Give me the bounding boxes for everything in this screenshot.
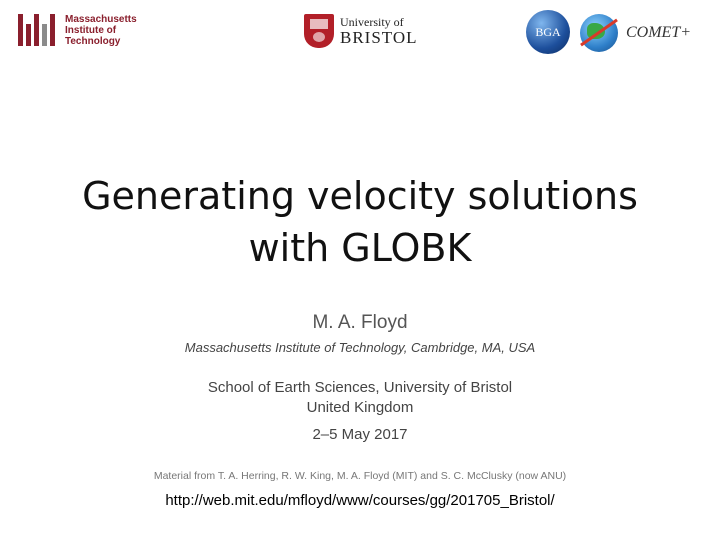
mit-mark-icon	[18, 14, 55, 46]
mit-wordmark-line: Institute of	[65, 25, 117, 36]
venue	[0, 378, 720, 418]
bristol-crest-icon	[304, 14, 334, 48]
bga-logo	[526, 10, 570, 54]
mit-logo	[18, 14, 137, 47]
slide-title	[0, 170, 720, 274]
course-url: http://web.mit.edu/mfloyd/www/courses/gg/201705_Bristol/	[165, 492, 555, 509]
slide-title-line1: Generating velocity solutions	[82, 174, 638, 218]
bristol-logo	[304, 14, 418, 48]
slide-title-line2: with GLOBK	[248, 226, 472, 270]
bristol-wordmark-line1: University of	[340, 15, 404, 29]
mit-wordmark	[65, 14, 137, 47]
author-affiliation: Massachusetts Institute of Technology, Cambridge, MA, USA	[184, 340, 536, 355]
mit-wordmark-line: Technology	[65, 36, 121, 47]
venue-line1: School of Earth Sciences, University of Bristol	[207, 379, 513, 396]
event-dates: 2–5 May 2017	[312, 426, 408, 443]
mit-wordmark-line: Massachusetts	[65, 14, 137, 25]
comet-logo	[580, 14, 691, 52]
bristol-wordmark	[340, 16, 418, 46]
comet-label: COMET+	[626, 24, 692, 41]
logo-bar	[0, 0, 720, 70]
bristol-wordmark-line2: BRISTOL	[340, 28, 418, 47]
comet-globe-icon	[580, 14, 618, 52]
author-name: M. A. Floyd	[312, 312, 408, 333]
venue-line2: United Kingdom	[306, 399, 414, 416]
bga-label: BGA	[535, 24, 561, 39]
material-credits: Material from T. A. Herring, R. W. King, M. A. Floyd (MIT) and S. C. McClusky (now ANU)	[153, 470, 567, 482]
